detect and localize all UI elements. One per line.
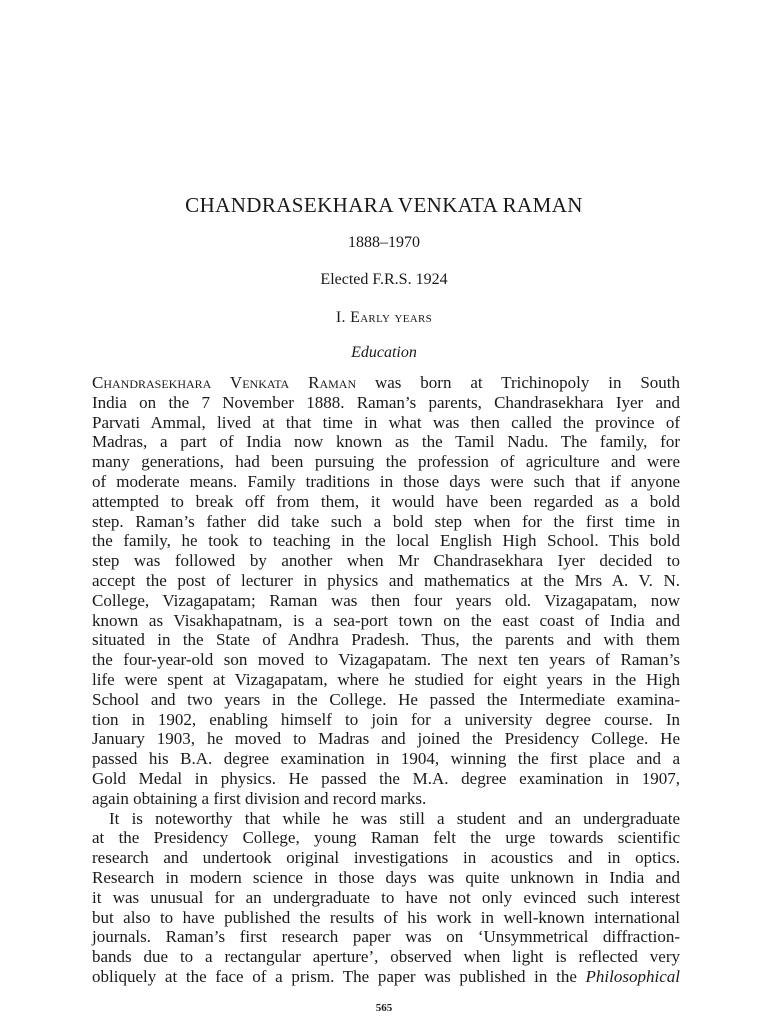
lead-name: Chandrasekhara Venkata Raman: [92, 373, 357, 392]
text-line: [92, 373, 680, 393]
body-text: [92, 373, 680, 987]
subsection-heading: Education: [351, 344, 417, 361]
text-line: School and two years in the College. He passed the Intermediate examina-: [92, 689, 680, 709]
journal-title: Philosophical: [585, 966, 680, 986]
text-line: step was followed by another when Mr Chandrasekhara Iyer decided to: [92, 551, 680, 571]
text-line: attempted to break off from them, it would have been regarded as a bold: [92, 491, 680, 511]
text-line: step. Raman’s father did take such a bold step when for the first time in: [92, 511, 680, 531]
text-line: [92, 967, 680, 987]
page-number: 565: [375, 1002, 393, 1014]
text-line: many generations, had been pursuing the profession of agriculture and were: [92, 452, 680, 472]
paragraph-1: [92, 373, 680, 809]
section-heading: I. Early years: [335, 309, 433, 326]
text-line: Madras, a part of India now known as the Tamil Nadu. The family, for: [92, 432, 680, 452]
text-line: India on the 7 November 1888. Raman’s parents, Chandrasekhara Iyer and: [92, 392, 680, 412]
text-line: the four-year-old son moved to Vizagapatam. The next ten years of Raman’s: [92, 650, 680, 670]
text-line: tion in 1902, enabling himself to join for a university degree course. In: [92, 709, 680, 729]
paragraph-2: [92, 809, 680, 987]
text-line: the family, he took to teaching in the local English High School. This bold: [92, 531, 680, 551]
text-line: at the Presidency College, young Raman felt the urge towards scientific: [92, 828, 680, 848]
text-line: College, Vizagapatam; Raman was then four years old. Vizagapatam, now: [92, 590, 680, 610]
text-line: it was unusual for an undergraduate to have not only evinced such interest: [92, 887, 680, 907]
text-line: passed his B.A. degree examination in 1904, winning the first place and a: [92, 749, 680, 769]
page-title: CHANDRASEKHARA VENKATA RAMAN: [185, 193, 583, 217]
text-line: It is noteworthy that while he was still a student and an undergraduate: [109, 808, 680, 828]
text-line: Gold Medal in physics. He passed the M.A. degree examination in 1907,: [92, 768, 680, 788]
text-line: life were spent at Vizagapatam, where he studied for eight years in the High: [92, 669, 680, 689]
text-line: of moderate means. Family traditions in those days were such that if anyone: [92, 471, 680, 491]
text-line: situated in the State of Andhra Pradesh. Thus, the parents and with them: [92, 630, 680, 650]
line-text: was born at Trichinopoly in South: [356, 373, 680, 392]
text-line: again obtaining a first division and record marks.: [92, 788, 427, 808]
text-line: accept the post of lecturer in physics and mathematics at the Mrs A. V. N.: [92, 570, 680, 590]
text-line: but also to have published the results of his work in well-known international: [92, 907, 680, 927]
life-years: 1888–1970: [348, 234, 420, 251]
text-line: Parvati Ammal, lived at that time in what was then called the province of: [92, 412, 680, 432]
text-line: Research in modern science in those days was quite unknown in India and: [92, 867, 680, 887]
election-note: Elected F.R.S. 1924: [320, 271, 448, 288]
text-line: January 1903, he moved to Madras and joined the Presidency College. He: [92, 729, 680, 749]
line-text: obliquely at the face of a prism. The paper was published in the: [92, 966, 586, 986]
text-line: research and undertook original investigations in acoustics and in optics.: [92, 848, 680, 868]
text-line: journals. Raman’s first research paper was on ‘Unsymmetrical diffraction-: [92, 927, 680, 947]
text-line: known as Visakhapatnam, is a sea-port town on the east coast of India and: [92, 610, 680, 630]
text-line: bands due to a rectangular aperture’, observed when light is reflected very: [92, 947, 680, 967]
